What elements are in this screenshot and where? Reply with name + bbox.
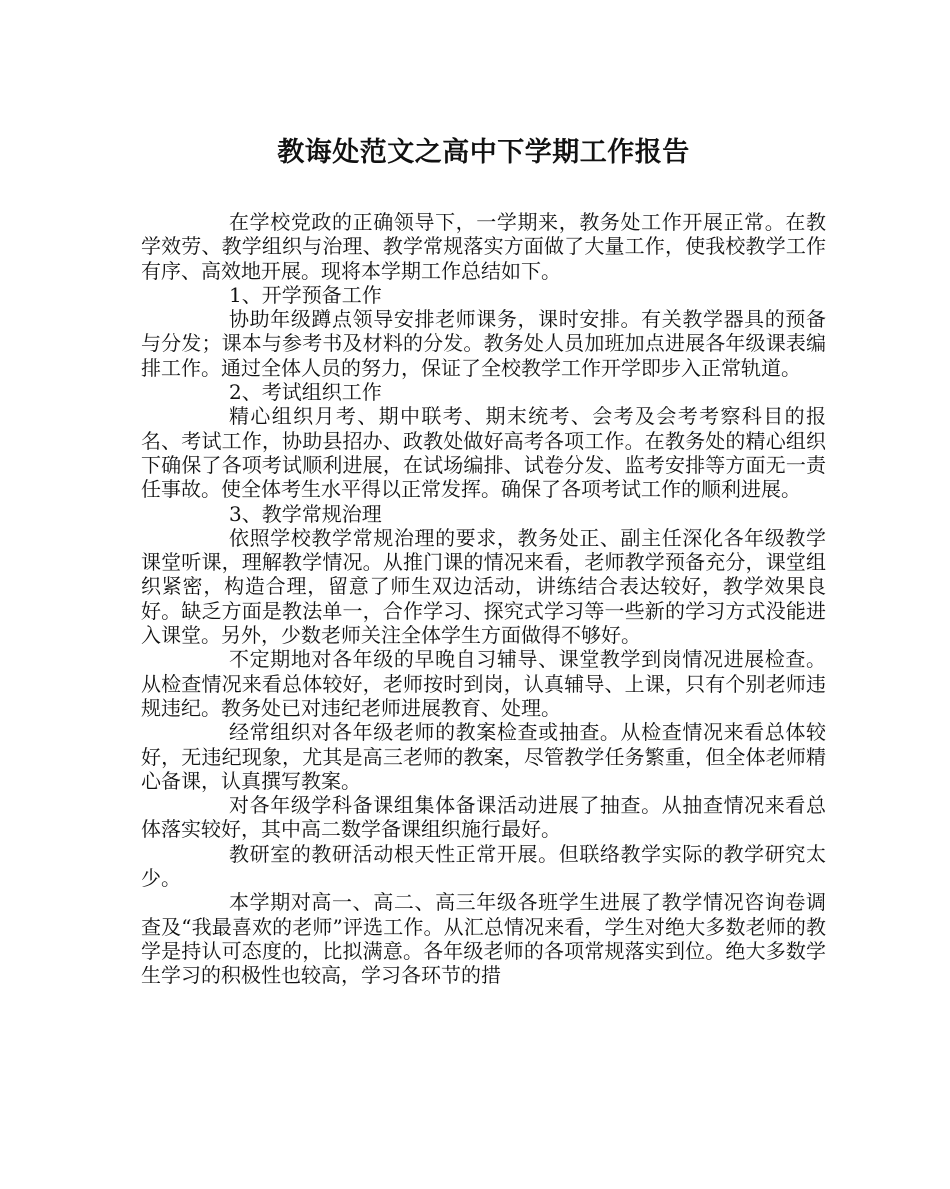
paragraph-intro: 在学校党政的正确领导下，一学期来，教务处工作开展正常。在教学效劳、教学组织与治理、教学常规落实方面做了大量工作，使我校教学工作有序、高效地开展。现将本学期工作总结如下。 (141, 210, 826, 283)
paragraph: 协助年级蹲点领导安排老师课务，课时安排。有关教学器具的预备与分发；课本与参考书及材料的分发。教务处人员加班加点进展各年级课表编排工作。通过全体人员的努力，保证了全校教学工作开学即步入正常轨道。 (141, 307, 826, 380)
document-body (141, 210, 826, 988)
document-title: 教诲处范文之高中下学期工作报告 (277, 137, 690, 168)
section-heading-1: 1、开学预备工作 (229, 282, 382, 307)
paragraph: 教研室的教研活动根天性正常开展。但联络教学实际的教学研究太少。 (141, 841, 826, 891)
paragraph: 对各年级学科备课组集体备课活动进展了抽查。从抽查情况来看总体落实较好，其中高二数学备课组织施行最好。 (141, 793, 826, 842)
paragraph: 本学期对高一、高二、高三年级各班学生进展了教学情况咨询卷调查及“我最喜欢的老师”评选工作。从汇总情况来看，学生对绝大多数老师的教学是持认可态度的，比拟满意。各年级老师的各项常规落实到位。绝大多数学生学习的积极性也较高，学习各环节的措 (141, 890, 826, 988)
section-heading-2: 2、考试组织工作 (229, 380, 382, 405)
section-heading-3: 3、教学常规治理 (229, 501, 382, 526)
paragraph: 经常组织对各年级老师的教案检查或抽查。从检查情况来看总体较好，无违纪现象，尤其是高三老师的教案，尽管教学任务繁重，但全体老师精心备课，认真撰写教案。 (141, 720, 826, 793)
paragraph: 依照学校教学常规治理的要求，教务处正、副主任深化各年级教学课堂听课，理解教学情况。从推门课的情况来看，老师教学预备充分，课堂组织紧密，构造合理，留意了师生双边活动，讲练结合表达较好，教学效果良好。缺乏方面是教法单一，合作学习、探究式学习等一些新的学习方式没能进入课堂。另外，少数老师关注全体学生方面做得不够好。 (141, 525, 826, 648)
paragraph: 精心组织月考、期中联考、期末统考、会考及会考考察科目的报名、考试工作，协助县招办、政教处做好高考各项工作。在教务处的精心组织下确保了各项考试顺利进展，在试场编排、试卷分发、监考安排等方面无一责任事故。使全体考生水平得以正常发挥。确保了各项考试工作的顺利进展。 (141, 404, 826, 502)
paragraph: 不定期地对各年级的早晚自习辅导、课堂教学到岗情况进展检查。从检查情况来看总体较好，老师按时到岗，认真辅导、上课，只有个别老师违规违纪。教务处已对违纪老师进展教育、处理。 (141, 647, 826, 720)
